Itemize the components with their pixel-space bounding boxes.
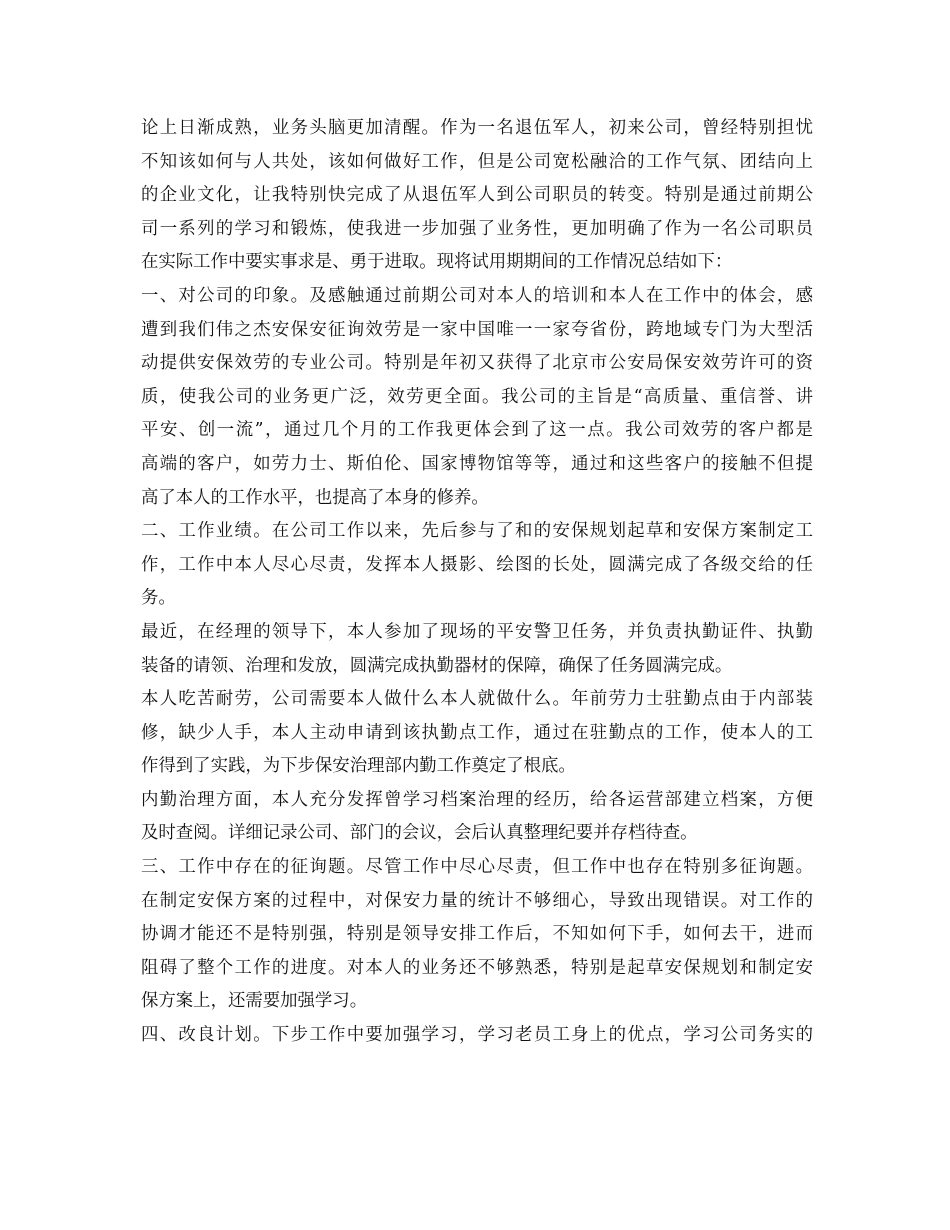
text-line: 高了本人的工作水平，也提高了本身的修养。 [141, 487, 489, 508]
text-line: 作得到了实践，为下步保安治理部内勤工作奠定了根底。 [141, 756, 576, 777]
document-body [141, 112, 813, 1053]
text-line: 作，工作中本人尽心尽责，发挥本人摄影、绘图的长处，圆满完成了各级交给的任 [141, 554, 813, 575]
text-line: 动提供安保效劳的专业公司。特别是年初又获得了北京市公安局保安效劳许可的资 [141, 353, 813, 374]
text-line: 在制定安保方案的过程中，对保安力量的统计不够细心，导致出现错误。对工作的 [141, 890, 813, 911]
text-line: 二、工作业绩。在公司工作以来，先后参与了和的安保规划起草和安保方案制定工 [141, 521, 813, 542]
text-line: 本人吃苦耐劳，公司需要本人做什么本人就做什么。年前劳力士驻勤点由于内部装 [141, 689, 813, 710]
text-line: 内勤治理方面，本人充分发挥曾学习档案治理的经历，给各运营部建立档案，方便 [141, 789, 813, 810]
text-line: 的企业文化，让我特别快完成了从退伍军人到公司职员的转变。特别是通过前期公 [141, 185, 813, 206]
text-line: 装备的请领、治理和发放，圆满完成执勤器材的保障，确保了任务圆满完成。 [141, 655, 733, 676]
text-line: 不知该如何与人共处，该如何做好工作，但是公司宽松融洽的工作气氛、团结向上 [141, 151, 813, 172]
text-line: 平安、创一流”，通过几个月的工作我更体会到了这一点。我公司效劳的客户都是 [141, 420, 813, 441]
text-line: 最近，在经理的领导下，本人参加了现场的平安警卫任务，并负责执勤证件、执勤 [141, 621, 813, 642]
text-line: 阻碍了整个工作的进度。对本人的业务还不够熟悉，特别是起草安保规划和制定安 [141, 957, 813, 978]
text-line: 修，缺少人手，本人主动申请到该执勤点工作，通过在驻勤点的工作，使本人的工 [141, 722, 813, 743]
text-line: 论上日渐成熟，业务头脑更加清醒。作为一名退伍军人，初来公司，曾经特别担忧 [141, 118, 813, 138]
text-line: 协调才能还不是特别强，特别是领导安排工作后，不知如何下手，如何去干，进而 [141, 924, 813, 945]
text-line: 遭到我们伟之杰安保安征询效劳是一家中国唯一一家夸省份，跨地域专门为大型活 [141, 319, 813, 340]
text-line: 质，使我公司的业务更广泛，效劳更全面。我公司的主旨是“高质量、重信誉、讲 [141, 386, 813, 407]
text-line: 保方案上，还需要加强学习。 [141, 991, 368, 1012]
text-line: 务。 [141, 588, 176, 609]
text-line: 高端的客户，如劳力士、斯伯伦、国家博物馆等等，通过和这些客户的接触不但提 [141, 453, 813, 474]
text-line: 及时查阅。详细记录公司、部门的会议，会后认真整理纪要并存档待查。 [141, 823, 698, 844]
text-line: 司一系列的学习和锻炼，使我进一步加强了业务性，更加明确了作为一名公司职员 [141, 218, 813, 239]
text-line: 一、对公司的印象。及感触通过前期公司对本人的培训和本人在工作中的体会，感 [141, 285, 813, 306]
text-line: 四、改良计划。下步工作中要加强学习，学习老员工身上的优点，学习公司务实的 [141, 1025, 813, 1046]
text-line: 在实际工作中要实事求是、勇于进取。现将试用期期间的工作情况总结如下： [141, 252, 733, 273]
text-line: 三、工作中存在的征询题。尽管工作中尽心尽责，但工作中也存在特别多征询题。 [141, 857, 813, 878]
